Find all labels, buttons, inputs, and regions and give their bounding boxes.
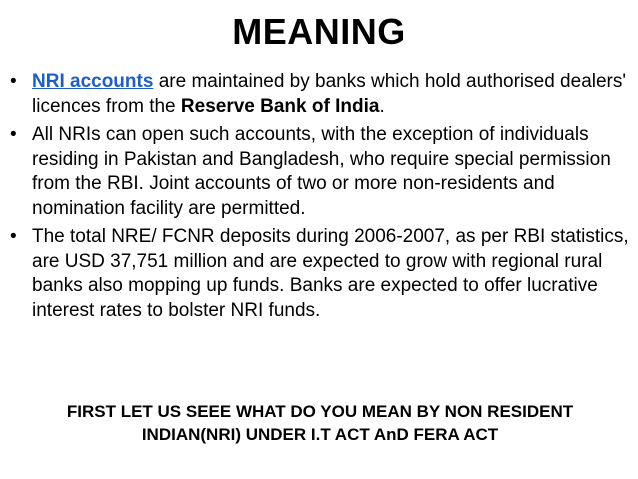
nri-accounts-link[interactable]: NRI accounts xyxy=(32,71,154,92)
bullet-icon: • xyxy=(10,124,17,145)
bullet-list xyxy=(8,70,632,327)
slide-title: MEANING xyxy=(232,11,406,52)
bullet-text: are maintained by banks which hold authorised dealers' licences from the xyxy=(32,71,627,117)
bullet-icon: • xyxy=(10,71,17,92)
bullet-text: The total NRE/ FCNR deposits during 2006-2007, as per RBI statistics, are USD 37,751 million and are expected to grow with regional rural banks also mopping up funds. Banks are expected to offer lucrative interest rates to bolster NRI funds. xyxy=(32,226,629,321)
bullet-item-deposits xyxy=(8,225,632,323)
bullet-text-end: . xyxy=(379,95,385,117)
bullet-text: All NRIs can open such accounts, with the exception of individuals residing in Pakistan and Bangladesh, who require special permission from the RBI. Joint accounts of two or more non-residents and nomination facility are permitted. xyxy=(32,124,611,219)
bullet-item-eligibility xyxy=(8,123,632,221)
footer-note: FIRST LET US SEEE WHAT DO YOU MEAN BY NON RESIDENT INDIAN(NRI) UNDER I.T ACT AnD FERA ACT xyxy=(66,402,574,444)
rbi-bold-text: Reserve Bank of India xyxy=(180,95,380,117)
bullet-item-nri-accounts xyxy=(8,70,632,119)
bullet-icon: • xyxy=(10,226,17,247)
